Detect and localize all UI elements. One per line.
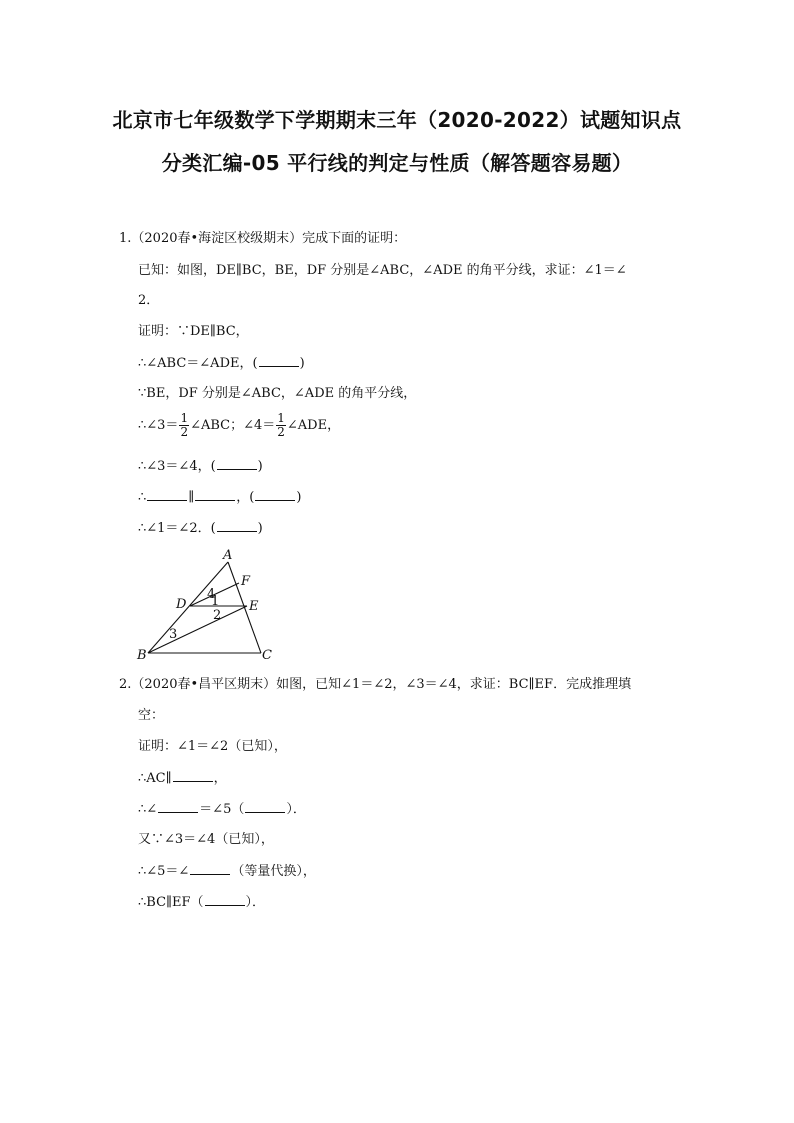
angle-label-1: 1 xyxy=(211,594,220,609)
q2-step2: ∴AC∥ ， xyxy=(138,771,227,786)
angle-label-4: 4 xyxy=(207,587,216,602)
q1-step6: ∴ ∥ ，( ) xyxy=(138,490,302,505)
q1-step2: ∴∠ABC＝∠ADE，( ) xyxy=(138,356,305,371)
q2-step3-blank1[interactable] xyxy=(158,800,198,813)
label-b: B xyxy=(137,648,147,662)
label-e: E xyxy=(249,599,259,614)
triangle-figure xyxy=(133,547,283,662)
q2-step6: ∴BC∥EF（ ）． xyxy=(138,895,266,910)
q1-step3: ∵BE，DF 分别是∠ABC，∠ADE 的角平分线， xyxy=(138,386,417,401)
document-title-line2: 分类汇编-05 平行线的判定与性质（解答题容易题） xyxy=(161,151,633,175)
q2-step4: 又∵∠3＝∠4（已知）， xyxy=(138,832,274,847)
q2-step2-blank[interactable] xyxy=(173,769,213,782)
half-fraction: $\frac{1}{2}$ xyxy=(277,411,285,439)
label-d: D xyxy=(176,597,187,612)
q2-step3: ∴∠ ＝∠5（ ）． xyxy=(138,802,306,817)
segment-be xyxy=(148,606,247,653)
q2-heading-line1: 2.（2020春•昌平区期末）如图，已知∠1＝∠2，∠3＝∠4，求证：BC∥EF．完成推理填 xyxy=(119,677,632,692)
angle-label-3: 3 xyxy=(169,627,178,642)
label-c: C xyxy=(262,648,272,662)
q1-step7: ∴∠1＝∠2．( ) xyxy=(138,521,263,536)
q2-step5: ∴∠5＝∠ （等量代换）， xyxy=(138,864,316,879)
q1-step1: 证明：∵DE∥BC， xyxy=(138,324,249,339)
q1-heading: 1.（2020春•海淀区校级期末）完成下面的证明： xyxy=(119,231,407,246)
q1-given-line2: 2． xyxy=(138,293,160,308)
q2-heading-line2: 空： xyxy=(138,708,165,723)
q1-step5: ∴∠3＝∠4，( ) xyxy=(138,459,263,474)
q1-step6-blank3[interactable] xyxy=(255,488,295,501)
q1-step4: ∴∠3＝ $\frac{1}{2}$ ∠ABC；∠4＝ $\frac{1}{2}$ ∠ADE， xyxy=(138,411,341,439)
angle-label-2: 2 xyxy=(213,608,222,623)
q1-given-line1: 已知：如图，DE∥BC，BE，DF 分别是∠ABC，∠ADE 的角平分线，求证：∠1＝∠ xyxy=(138,263,627,278)
q2-step3-blank2[interactable] xyxy=(245,800,285,813)
q1-step2-blank[interactable] xyxy=(259,354,299,367)
q2-step6-blank[interactable] xyxy=(205,893,245,906)
q1-step5-blank[interactable] xyxy=(217,457,257,470)
document-title-line1: 北京市七年级数学下学期期末三年（2020-2022）试题知识点 xyxy=(112,108,682,132)
label-a: A xyxy=(223,548,233,563)
half-fraction: $\frac{1}{2}$ xyxy=(180,411,189,439)
q1-step6-blank1[interactable] xyxy=(147,488,187,501)
q1-step6-blank2[interactable] xyxy=(195,488,235,501)
label-f: F xyxy=(241,574,251,589)
q1-step7-blank[interactable] xyxy=(217,519,257,532)
q2-step1: 证明：∠1＝∠2（已知）， xyxy=(138,739,287,754)
q2-step5-blank[interactable] xyxy=(190,862,230,875)
